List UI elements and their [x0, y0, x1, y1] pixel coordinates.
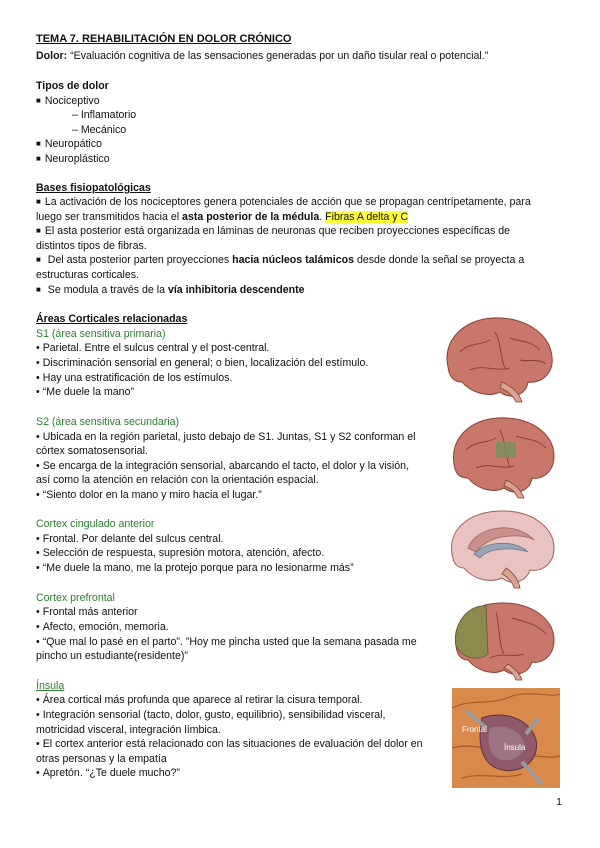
bases-text: desde donde la señal se proyecta a: [354, 254, 525, 266]
fibras-highlight: Fibras A delta y C: [325, 211, 409, 223]
brain-prefrontal-image: [450, 598, 558, 682]
bases-heading: Bases fisiopatológicas: [36, 182, 151, 194]
bases-paragraph: distintos tipos de fibras.: [36, 240, 147, 252]
bases-text: .: [319, 211, 326, 223]
insula-figure-label-insula: Ínsula: [504, 743, 526, 752]
s1-line: • “Me duele la mano”: [36, 386, 134, 398]
bases-paragraph: [36, 284, 305, 296]
insula-line: motricidad visceral, integración límbica.: [36, 724, 221, 736]
s2-title: S2 (área sensitiva secundaria): [36, 416, 180, 428]
document-title: TEMA 7. REHABILITACIÓN EN DOLOR CRÓNICO: [36, 33, 292, 45]
bases-paragraph: estructuras corticales.: [36, 269, 140, 281]
s2-line: • “Siento dolor en la mano y miro hacia el lugar.”: [36, 489, 262, 501]
cingulado-line: • “Me duele la mano, me la protejo porque para no lesionarme más”: [36, 562, 354, 574]
s1-title: S1 (área sensitiva primaria): [36, 328, 166, 340]
cingulado-line: • Selección de respuesta, supresión motora, atención, afecto.: [36, 547, 324, 559]
bases-bold: asta posterior de la médula: [182, 211, 320, 223]
tipos-heading: Tipos de dolor: [36, 80, 109, 92]
prefrontal-title: Cortex prefrontal: [36, 592, 115, 604]
bases-text: luego ser transmitidos hacia el: [36, 211, 183, 223]
bases-text: Se modula a través de la: [47, 284, 168, 296]
bases-bold: vía inhibitoria descendente: [167, 284, 305, 296]
s1-line: • Parietal. Entre el sulcus central y el post-central.: [36, 342, 269, 354]
bases-text: Del asta posterior parten proyecciones: [47, 254, 233, 266]
prefrontal-line: • “Que mal lo pasé en el parto”. ”Hoy me pincha usted que la semana pasada me: [36, 636, 417, 648]
tipo-subitem: – Inflamatorio: [72, 109, 137, 121]
bases-paragraph: [36, 211, 408, 223]
cingulado-title: Cortex cingulado anterior: [36, 518, 155, 530]
brain-s1-image: [440, 312, 558, 404]
prefrontal-line: • Frontal más anterior: [36, 606, 138, 618]
bases-paragraph: [36, 254, 524, 266]
tipo-subitem: – Mecánico: [72, 124, 127, 136]
prefrontal-line: pincho un estudiante(residente)”: [36, 650, 188, 662]
tipo-item: ■ Neuroplástico: [36, 153, 110, 165]
s1-line: • Hay una estratificación de los estímulos.: [36, 372, 232, 384]
insula-line: • Integración sensorial (tacto, dolor, gusto, equilibrio), sensibilidad visceral,: [36, 709, 385, 721]
s2-line: córtex somatosensorial.: [36, 445, 148, 457]
cingulado-line: • Frontal. Por delante del sulcus central.: [36, 533, 224, 545]
brain-s2-image: [448, 412, 558, 500]
insula-figure-label-frontal: Frontal: [462, 725, 487, 734]
brain-insula-image: [452, 688, 560, 788]
tipo-item: ■ Neuropático: [36, 138, 102, 150]
s2-line: • Se encarga de la integración sensorial, abarcando el tacto, el dolor y la visión,: [36, 460, 409, 472]
dolor-text: “Evaluación cognitiva de las sensaciones generadas por un daño tisular real o potencial.”: [67, 50, 489, 62]
insula-line: otras personas y la empatía: [36, 753, 167, 765]
areas-heading: Áreas Corticales relacionadas: [36, 313, 188, 325]
insula-line: • Apretón. “¿Te duele mucho?”: [36, 767, 180, 779]
bases-paragraph: ■ El asta posterior está organizada en láminas de neuronas que reciben proyecciones específicas de: [36, 225, 510, 237]
bases-paragraph: ■ La activación de los nociceptores genera potenciales de acción que se propagan centrípetamente, para: [36, 196, 531, 208]
prefrontal-line: • Afecto, emoción, memoria.: [36, 621, 169, 633]
tipo-item: ■ Nociceptivo: [36, 95, 100, 107]
s1-line: • Discriminación sensorial en general; o bien, localización del estímulo.: [36, 357, 368, 369]
dolor-definition: [36, 50, 488, 62]
page-number: 1: [556, 796, 562, 808]
bases-bold: hacia núcleos talámicos: [232, 254, 354, 266]
dolor-label: Dolor:: [36, 50, 68, 62]
brain-cingulado-image: [446, 506, 558, 590]
s2-line: así como la atención en relación con la orientación espacial.: [36, 474, 319, 486]
insula-line: • Área cortical más profunda que aparece al retirar la cisura temporal.: [36, 694, 362, 706]
insula-title: Ínsula: [36, 680, 65, 692]
s2-line: • Ubicada en la región parietal, justo debajo de S1. Juntas, S1 y S2 conforman el: [36, 431, 416, 443]
insula-line: • El cortex anterior está relacionado con las situaciones de evaluación del dolor en: [36, 738, 423, 750]
